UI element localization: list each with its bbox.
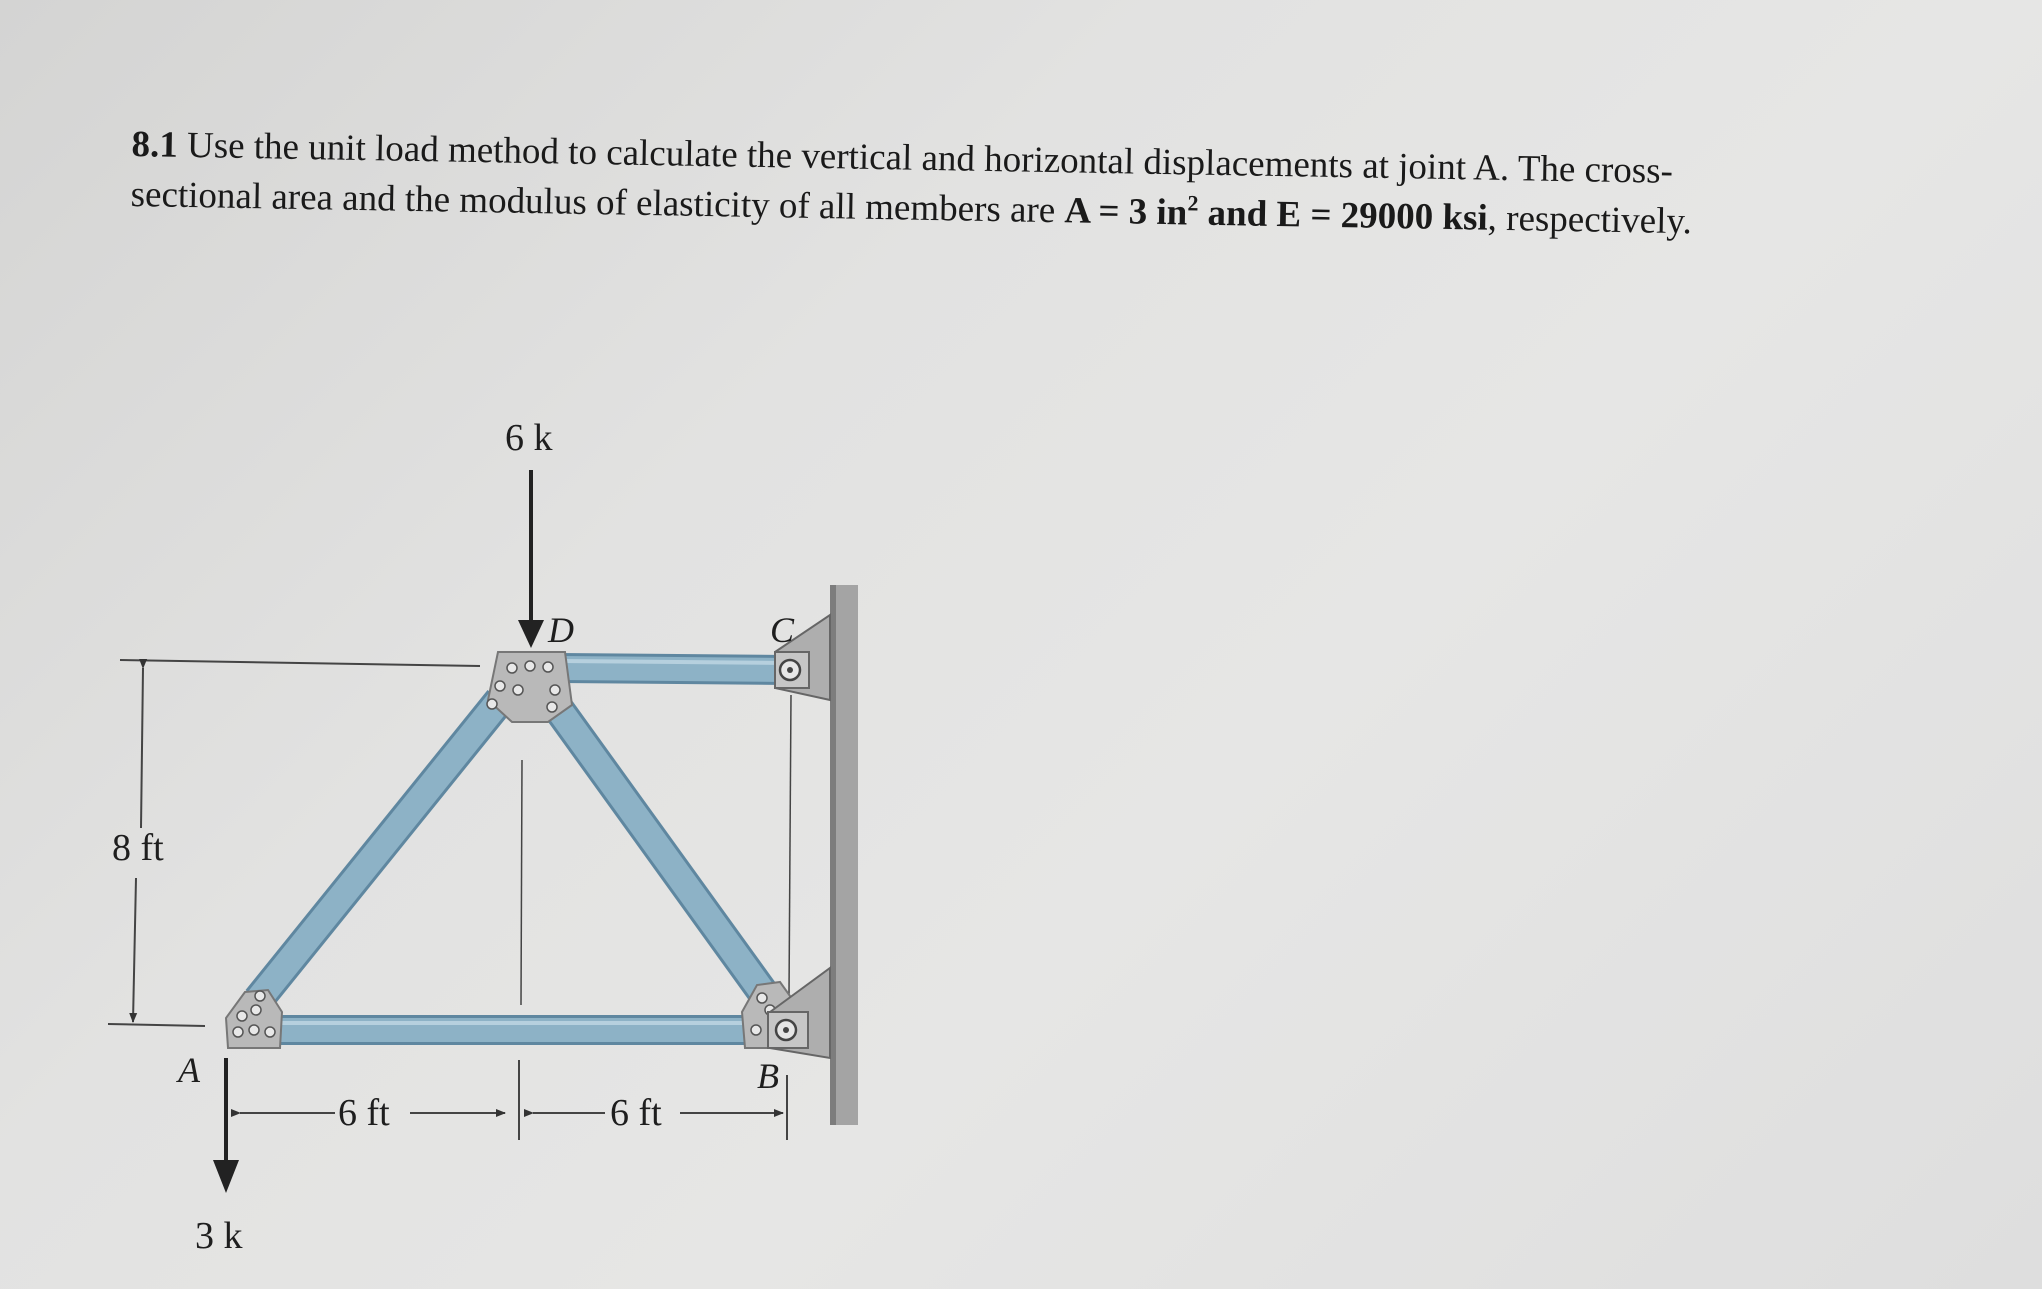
- height-dim-line-top: [141, 668, 143, 828]
- wall-hatch: [834, 585, 858, 1125]
- joint-c-label: C: [770, 610, 795, 650]
- member-dc: [560, 661, 785, 670]
- span-right-label: 6 ft: [610, 1092, 662, 1134]
- load-arrow-d: [518, 470, 544, 648]
- c-vertical-guide: [789, 695, 791, 995]
- top-extension-line: [120, 660, 480, 666]
- member-ad: [258, 700, 500, 1000]
- load-a-label: 3 k: [195, 1215, 243, 1257]
- area-exponent: 2: [1187, 190, 1199, 216]
- joint-a-label: A: [178, 1050, 200, 1090]
- joint-b-label: B: [757, 1056, 779, 1096]
- gusset-a: [226, 990, 282, 1048]
- load-arrow-a: [213, 1058, 239, 1193]
- problem-text-line-1: Use the unit load method to calculate the vertical and horizontal displacements at joint A. The cross-: [186, 124, 1674, 192]
- member-ab: [250, 1023, 770, 1030]
- and-word: and: [1207, 192, 1268, 235]
- gusset-plates: [226, 652, 800, 1048]
- problem-text-line-2-end: , respectively.: [1487, 197, 1693, 243]
- span-left-label: 6 ft: [338, 1092, 390, 1134]
- d-vertical-guide: [521, 760, 522, 1005]
- bottom-extension-line: [108, 1024, 205, 1026]
- wall-support: [830, 585, 858, 1125]
- modulus-value: E = 29000 ksi: [1276, 193, 1489, 239]
- load-d-label: 6 k: [505, 417, 553, 459]
- height-dim-label: 8 ft: [112, 827, 164, 869]
- member-db: [552, 700, 772, 1005]
- problem-number: 8.1: [131, 123, 179, 166]
- height-dim-line-bottom: [133, 878, 136, 1022]
- joint-d-label: D: [548, 610, 574, 650]
- problem-text-line-2: sectional area and the modulus of elasticity of all members are: [130, 173, 1056, 232]
- area-value: A = 3 in: [1064, 190, 1188, 234]
